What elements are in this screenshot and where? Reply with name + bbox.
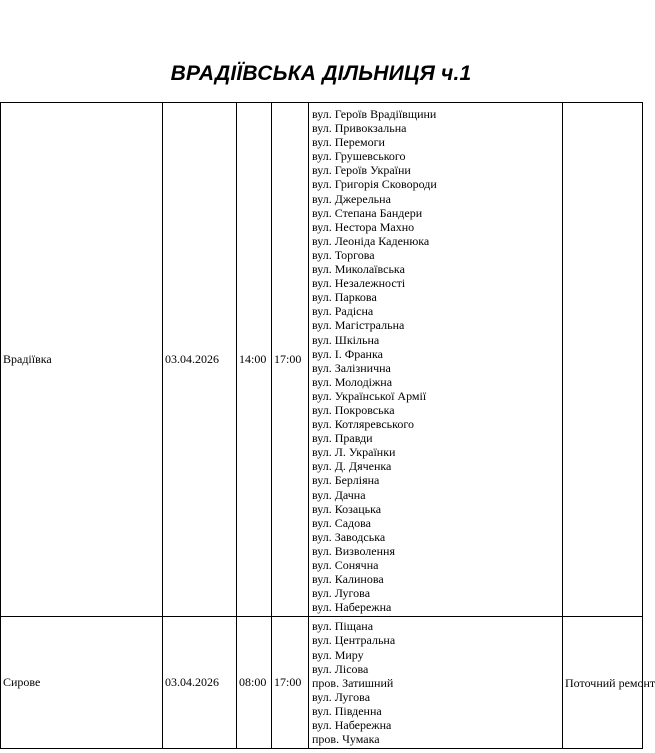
street-item: вул. Правди bbox=[312, 431, 373, 446]
page-title: ВРАДІЇВСЬКА ДІЛЬНИЦЯ ч.1 bbox=[170, 62, 472, 85]
settlement-cell: Врадіївка bbox=[1, 103, 163, 617]
streets-cell bbox=[309, 617, 563, 749]
street-item: вул. Григорія Сковороди bbox=[312, 177, 437, 192]
street-item: вул. Героїв України bbox=[312, 163, 411, 178]
street-item: вул. Степана Бандери bbox=[312, 205, 423, 220]
time-from-cell: 08:00 bbox=[237, 617, 272, 749]
street-item: вул. Джерельна bbox=[312, 191, 391, 206]
street-item: вул. Миколаївська bbox=[312, 262, 405, 277]
settlement-cell: Сирове bbox=[1, 617, 163, 749]
street-item: вул. Лугова bbox=[312, 586, 371, 601]
street-item: вул. Садова bbox=[312, 515, 371, 530]
street-item: пров. Затишний bbox=[312, 675, 394, 690]
street-item: вул. Магістральна bbox=[312, 318, 405, 333]
street-item: вул. Торгова bbox=[312, 247, 375, 262]
street-item: вул. Д. Дяченка bbox=[312, 459, 392, 474]
street-item: вул. Паркова bbox=[312, 290, 377, 305]
street-item: вул. Залізнична bbox=[312, 360, 391, 375]
street-item: вул. Незалежності bbox=[312, 276, 406, 291]
street-item: вул. Нестора Махно bbox=[312, 219, 415, 234]
street-item: вул. Лісова bbox=[312, 661, 369, 676]
street-item: вул. Героїв Врадіївщини bbox=[312, 107, 437, 121]
time-to-cell: 17:00 bbox=[272, 617, 309, 749]
streets-cell bbox=[309, 103, 563, 617]
date-cell: 03.04.2026 bbox=[163, 103, 237, 617]
street-item: вул. Заводська bbox=[312, 529, 386, 544]
street-item: вул. Шкільна bbox=[312, 332, 380, 347]
street-item: вул. Берліяна bbox=[312, 473, 380, 488]
street-item: вул. Піщана bbox=[312, 619, 374, 634]
street-item: вул. Радісна bbox=[312, 304, 374, 319]
note-cell: Поточний ремонт bbox=[563, 617, 643, 749]
street-item: вул. Сонячна bbox=[312, 558, 379, 572]
street-item: вул. Визволення bbox=[312, 543, 395, 558]
street-item: вул. Козацька bbox=[312, 501, 382, 516]
street-item: вул. Покровська bbox=[312, 402, 395, 417]
table-row bbox=[1, 103, 643, 617]
date-cell: 03.04.2026 bbox=[163, 617, 237, 749]
street-item: вул. Калинова bbox=[312, 572, 384, 587]
note-cell bbox=[563, 103, 643, 617]
street-item: вул. Південна bbox=[312, 703, 382, 718]
street-item: вул. І. Франка bbox=[312, 346, 383, 361]
street-item: вул. Л. Українки bbox=[312, 445, 396, 460]
time-to-cell: 17:00 bbox=[272, 103, 309, 617]
street-item: вул. Грушевського bbox=[312, 149, 406, 164]
street-item: вул. Перемоги bbox=[312, 135, 385, 150]
street-item: вул. Миру bbox=[312, 647, 364, 662]
street-item: вул. Привокзальна bbox=[312, 121, 407, 136]
street-item: вул. Української Армії bbox=[312, 388, 427, 403]
street-item: вул. Набережна bbox=[312, 718, 392, 733]
street-item: вул. Центральна bbox=[312, 633, 396, 648]
street-item: пров. Чумака bbox=[312, 732, 380, 747]
time-from-cell: 14:00 bbox=[237, 103, 272, 617]
street-item: вул. Лугова bbox=[312, 689, 371, 704]
street-item: вул. Котляревського bbox=[312, 417, 414, 432]
outage-schedule-table bbox=[0, 102, 655, 749]
street-item: вул. Набережна bbox=[312, 600, 392, 615]
table-row bbox=[1, 617, 643, 749]
street-item: вул. Дачна bbox=[312, 487, 366, 502]
street-item: вул. Молодіжна bbox=[312, 374, 393, 389]
street-item: вул. Леоніда Каденюка bbox=[312, 233, 430, 248]
